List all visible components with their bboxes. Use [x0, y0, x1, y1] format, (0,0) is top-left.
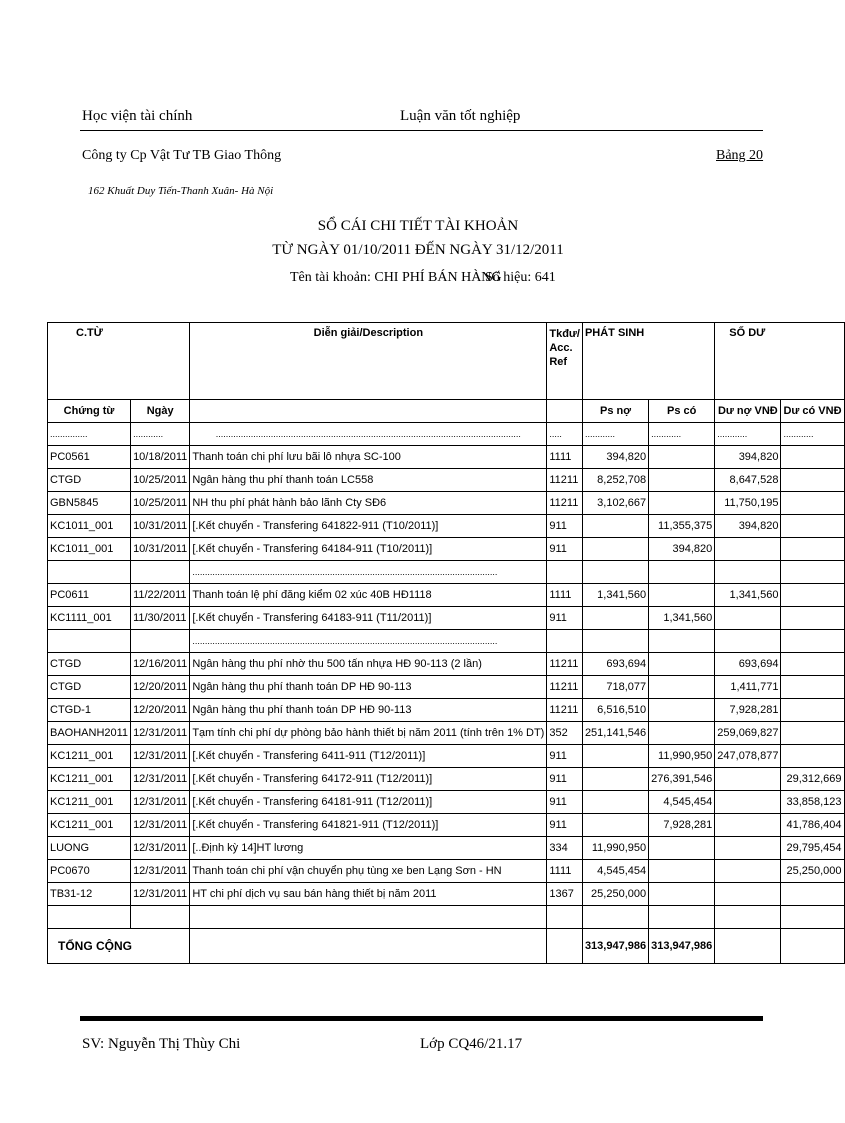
description: [.Kết chuyển - Transfering 64184-911 (T10/2011)]: [190, 538, 547, 561]
account-ref: 1111: [547, 584, 583, 607]
credit-amount: [649, 883, 715, 906]
dots: ..........................................................................................................................: [190, 561, 547, 584]
table-row: [48, 745, 845, 768]
voucher-no: PC0670: [48, 860, 131, 883]
description: [..Định kỳ 14]HT lương: [190, 837, 547, 860]
dots: ............: [649, 423, 715, 446]
dots: .....: [547, 423, 583, 446]
credit-amount: 7,928,281: [649, 814, 715, 837]
col-ps-no: Ps nợ: [582, 400, 648, 423]
account-ref: 1111: [547, 446, 583, 469]
voucher-no: KC1011_001: [48, 538, 131, 561]
col-du-no: Dư nợ VNĐ: [715, 400, 781, 423]
dots: ............: [582, 423, 648, 446]
table-row: [48, 768, 845, 791]
description: [.Kết chuyển - Transfering 6411-911 (T12/2011)]: [190, 745, 547, 768]
debit-amount: 1,341,560: [582, 584, 648, 607]
credit-balance: 29,312,669: [781, 768, 844, 791]
credit-amount: [649, 676, 715, 699]
credit-balance: [781, 699, 844, 722]
debit-balance: 1,411,771: [715, 676, 781, 699]
debit-balance: [715, 768, 781, 791]
table-row: [48, 515, 845, 538]
separator-row: [48, 630, 845, 653]
credit-amount: [649, 860, 715, 883]
credit-balance: 29,795,454: [781, 837, 844, 860]
account-ref: 11211: [547, 492, 583, 515]
voucher-date: 12/31/2011: [131, 768, 190, 791]
credit-balance: [781, 722, 844, 745]
voucher-no: CTGD: [48, 653, 131, 676]
table-row: [48, 837, 845, 860]
credit-amount: 394,820: [649, 538, 715, 561]
separator-row: [48, 561, 845, 584]
table-row: [48, 538, 845, 561]
account-ref: 334: [547, 837, 583, 860]
account-ref: 1367: [547, 883, 583, 906]
header-school: Học viện tài chính: [82, 108, 193, 124]
table-row: [48, 607, 845, 630]
account-ref: 11211: [547, 469, 583, 492]
table-row: [48, 676, 845, 699]
description: Tạm tính chi phí dự phòng bảo hành thiết bị năm 2011 (tính trên 1% DT): [190, 722, 547, 745]
description: Thanh toán chi phí lưu bãi lô nhựa SC-100: [190, 446, 547, 469]
voucher-date: 12/16/2011: [131, 653, 190, 676]
company-address: 162 Khuất Duy Tiến-Thanh Xuân- Hà Nội: [88, 185, 274, 197]
debit-balance: 394,820: [715, 446, 781, 469]
voucher-no: KC1111_001: [48, 607, 131, 630]
debit-balance: [715, 814, 781, 837]
footer-rule: [80, 1016, 763, 1021]
credit-balance: [781, 745, 844, 768]
voucher-no: KC1211_001: [48, 745, 131, 768]
credit-balance: 33,858,123: [781, 791, 844, 814]
voucher-no: CTGD-1: [48, 699, 131, 722]
debit-amount: 25,250,000: [582, 883, 648, 906]
dots: ............: [781, 423, 844, 446]
voucher-date: 11/30/2011: [131, 607, 190, 630]
credit-balance: [781, 446, 844, 469]
header-row-top: [48, 323, 845, 400]
voucher-date: 11/22/2011: [131, 584, 190, 607]
col-ps-header: PHÁT SINH: [582, 323, 714, 400]
description: Ngân hàng thu phí nhờ thu 500 tấn nhựa HĐ 90-113 (2 lần): [190, 653, 547, 676]
account-ref: 1111: [547, 860, 583, 883]
voucher-no: PC0561: [48, 446, 131, 469]
account-name: Tên tài khoản: CHI PHÍ BÁN HÀNG: [290, 270, 502, 285]
credit-amount: 4,545,454: [649, 791, 715, 814]
description: Thanh toán lệ phí đăng kiểm 02 xúc 40B HĐ1118: [190, 584, 547, 607]
description: [.Kết chuyển - Transfering 641821-911 (T12/2011)]: [190, 814, 547, 837]
account-ref: 11211: [547, 699, 583, 722]
debit-balance: 8,647,528: [715, 469, 781, 492]
account-ref: 911: [547, 814, 583, 837]
credit-amount: [649, 469, 715, 492]
table-row: [48, 653, 845, 676]
credit-amount: 1,341,560: [649, 607, 715, 630]
table-row: [48, 446, 845, 469]
account-number: Số hiệu: 641: [485, 270, 556, 285]
debit-amount: 4,545,454: [582, 860, 648, 883]
debit-amount: 718,077: [582, 676, 648, 699]
dots: ...............: [48, 423, 131, 446]
description: Thanh toán chi phí vận chuyển phụ tùng xe ben Lạng Sơn - HN: [190, 860, 547, 883]
credit-amount: [649, 492, 715, 515]
debit-amount: [582, 538, 648, 561]
voucher-date: 12/20/2011: [131, 676, 190, 699]
voucher-date: 12/31/2011: [131, 722, 190, 745]
credit-balance: [781, 676, 844, 699]
table-row: [48, 699, 845, 722]
debit-balance: [715, 837, 781, 860]
credit-amount: [649, 446, 715, 469]
col-ps-co: Ps có: [649, 400, 715, 423]
credit-amount: [649, 722, 715, 745]
table-row: [48, 469, 845, 492]
footer-class: Lớp CQ46/21.17: [420, 1036, 523, 1052]
description: NH thu phí phát hành bảo lãnh Cty SĐ6: [190, 492, 547, 515]
footer-student: SV: Nguyễn Thị Thùy Chi: [82, 1036, 241, 1052]
table-row: [48, 883, 845, 906]
debit-balance: 259,069,827: [715, 722, 781, 745]
table-row: [48, 814, 845, 837]
debit-amount: [582, 745, 648, 768]
col-desc-header: Diễn giải/Description: [190, 323, 547, 400]
total-debit: 313,947,986: [582, 929, 648, 964]
account-ref: 11211: [547, 653, 583, 676]
company-name: Công ty Cp Vật Tư TB Giao Thông: [82, 148, 282, 163]
group-november: [48, 584, 845, 630]
description: Ngân hàng thu phí thanh toán LC558: [190, 469, 547, 492]
voucher-no: LUONG: [48, 837, 131, 860]
description: Ngân hàng thu phí thanh toán DP HĐ 90-113: [190, 699, 547, 722]
dots: ............: [131, 423, 190, 446]
credit-amount: [649, 584, 715, 607]
table-ref: Bảng 20: [716, 148, 764, 163]
dots-row: [48, 423, 845, 446]
voucher-date: 10/18/2011: [131, 446, 190, 469]
voucher-no: PC0611: [48, 584, 131, 607]
table-row: [48, 791, 845, 814]
description: [.Kết chuyển - Transfering 64183-911 (T11/2011)]: [190, 607, 547, 630]
credit-balance: [781, 607, 844, 630]
credit-balance: 41,786,404: [781, 814, 844, 837]
debit-balance: [715, 883, 781, 906]
voucher-date: 12/31/2011: [131, 814, 190, 837]
description: Ngân hàng thu phí thanh toán DP HĐ 90-113: [190, 676, 547, 699]
voucher-date: 10/25/2011: [131, 469, 190, 492]
debit-balance: 693,694: [715, 653, 781, 676]
debit-amount: [582, 515, 648, 538]
credit-amount: 276,391,546: [649, 768, 715, 791]
description: HT chi phí dịch vụ sau bán hàng thiết bị năm 2011: [190, 883, 547, 906]
voucher-no: BAOHANH2011: [48, 722, 131, 745]
group-october: [48, 446, 845, 561]
debit-balance: [715, 791, 781, 814]
debit-amount: 394,820: [582, 446, 648, 469]
credit-balance: [781, 883, 844, 906]
header-thesis: Luận văn tốt nghiệp: [400, 108, 521, 124]
blank-row: [48, 906, 845, 929]
credit-amount: 11,990,950: [649, 745, 715, 768]
report-period: TỪ NGÀY 01/10/2011 ĐẾN NGÀY 31/12/2011: [272, 242, 564, 258]
debit-balance: 1,341,560: [715, 584, 781, 607]
voucher-date: 12/31/2011: [131, 791, 190, 814]
col-chungtu: Chứng từ: [48, 400, 131, 423]
ledger-table: [47, 322, 845, 964]
credit-balance: [781, 538, 844, 561]
debit-balance: [715, 607, 781, 630]
voucher-no: KC1211_001: [48, 814, 131, 837]
debit-amount: [582, 814, 648, 837]
credit-balance: [781, 469, 844, 492]
voucher-no: KC1211_001: [48, 768, 131, 791]
debit-balance: 247,078,877: [715, 745, 781, 768]
description: [.Kết chuyển - Transfering 641822-911 (T10/2011)]: [190, 515, 547, 538]
credit-balance: [781, 584, 844, 607]
dots: ............: [715, 423, 781, 446]
voucher-no: KC1011_001: [48, 515, 131, 538]
col-sodu-header: SỐ DƯ: [715, 323, 844, 400]
debit-amount: 251,141,546: [582, 722, 648, 745]
credit-amount: 11,355,375: [649, 515, 715, 538]
debit-balance: 7,928,281: [715, 699, 781, 722]
table-row: [48, 492, 845, 515]
credit-amount: [649, 699, 715, 722]
group-december: [48, 653, 845, 906]
voucher-date: 12/31/2011: [131, 837, 190, 860]
account-ref: 911: [547, 607, 583, 630]
debit-amount: 8,252,708: [582, 469, 648, 492]
voucher-date: 12/31/2011: [131, 745, 190, 768]
voucher-date: 12/31/2011: [131, 883, 190, 906]
voucher-no: CTGD: [48, 469, 131, 492]
voucher-date: 10/25/2011: [131, 492, 190, 515]
debit-amount: 3,102,667: [582, 492, 648, 515]
debit-balance: 11,750,195: [715, 492, 781, 515]
account-ref: 911: [547, 538, 583, 561]
credit-balance: [781, 515, 844, 538]
debit-balance: [715, 860, 781, 883]
description: [.Kết chuyển - Transfering 64172-911 (T12/2011)]: [190, 768, 547, 791]
credit-amount: [649, 653, 715, 676]
credit-balance: [781, 653, 844, 676]
total-label: TỔNG CỘNG: [48, 929, 190, 964]
header-rule: [80, 130, 763, 131]
account-ref: 911: [547, 745, 583, 768]
voucher-no: KC1211_001: [48, 791, 131, 814]
account-ref: 911: [547, 515, 583, 538]
voucher-no: TB31-12: [48, 883, 131, 906]
total-credit: 313,947,986: [649, 929, 715, 964]
debit-amount: 11,990,950: [582, 837, 648, 860]
col-ctu-header: C.TỪ: [48, 323, 190, 400]
account-ref: 11211: [547, 676, 583, 699]
account-ref: 911: [547, 768, 583, 791]
debit-balance: 394,820: [715, 515, 781, 538]
debit-balance: [715, 538, 781, 561]
account-ref: 911: [547, 791, 583, 814]
voucher-no: CTGD: [48, 676, 131, 699]
voucher-date: 10/31/2011: [131, 515, 190, 538]
description: [.Kết chuyển - Transfering 64181-911 (T12/2011)]: [190, 791, 547, 814]
table-row: [48, 722, 845, 745]
voucher-date: 12/20/2011: [131, 699, 190, 722]
header-row-sub: [48, 400, 845, 423]
voucher-date: 10/31/2011: [131, 538, 190, 561]
dots: ..........................................................................................................................: [190, 423, 547, 446]
debit-amount: [582, 791, 648, 814]
credit-balance: 25,250,000: [781, 860, 844, 883]
total-row: [48, 929, 845, 964]
col-desc-sub: [190, 400, 547, 423]
credit-balance: [781, 492, 844, 515]
col-du-co: Dư có VNĐ: [781, 400, 844, 423]
debit-amount: [582, 768, 648, 791]
dots: ..........................................................................................................................: [190, 630, 547, 653]
credit-amount: [649, 837, 715, 860]
table-row: [48, 860, 845, 883]
debit-amount: 6,516,510: [582, 699, 648, 722]
voucher-no: GBN5845: [48, 492, 131, 515]
voucher-date: 12/31/2011: [131, 860, 190, 883]
table-row: [48, 584, 845, 607]
debit-amount: [582, 607, 648, 630]
debit-amount: 693,694: [582, 653, 648, 676]
report-title: SỔ CÁI CHI TIẾT TÀI KHOẢN: [317, 218, 519, 234]
account-ref: 352: [547, 722, 583, 745]
col-ref-sub: [547, 400, 583, 423]
col-ref-header: Tkđư/ Acc. Ref: [547, 323, 583, 400]
col-ngay: Ngày: [131, 400, 190, 423]
